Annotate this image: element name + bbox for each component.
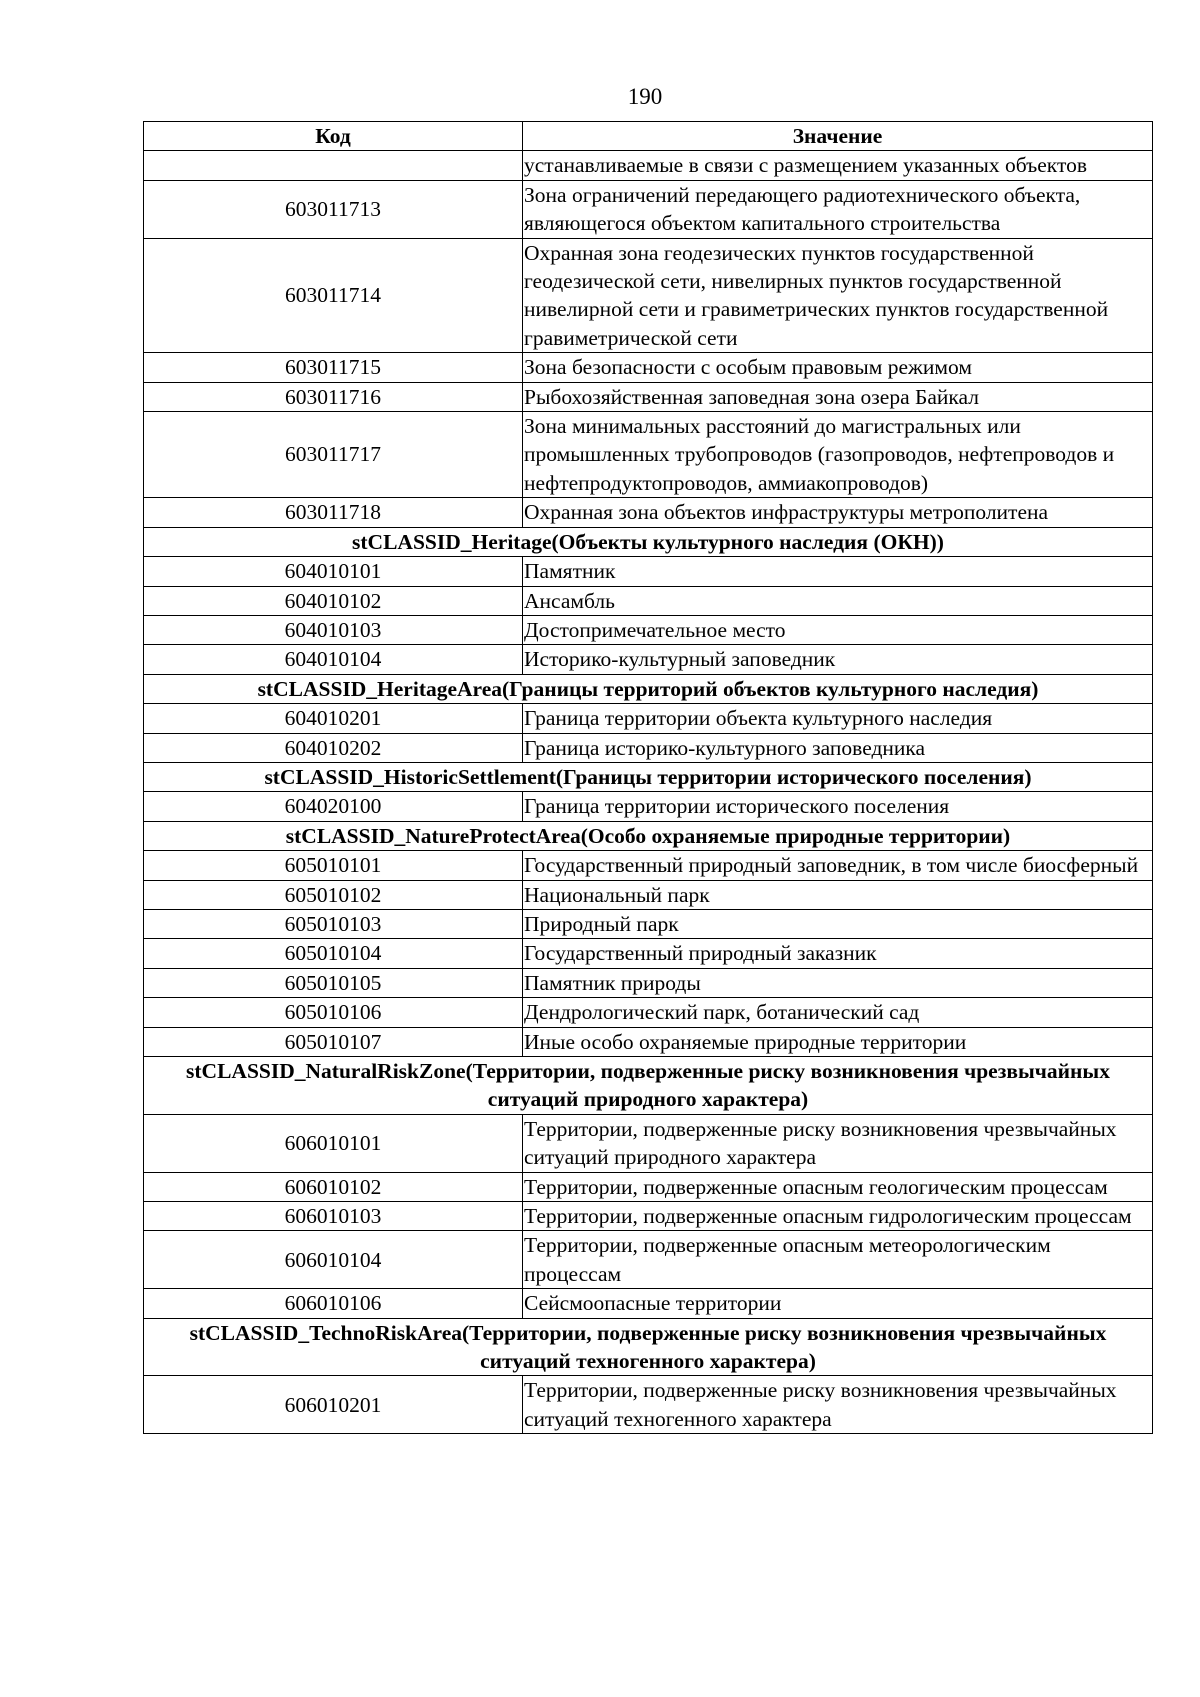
code-cell: 604010201	[144, 704, 523, 733]
code-cell: 604020100	[144, 792, 523, 821]
value-cell: Рыбохозяйственная заповедная зона озера Байкал	[523, 382, 1153, 411]
value-cell: Историко-культурный заповедник	[523, 645, 1153, 674]
section-title: stCLASSID_HeritageArea(Границы территорий объектов культурного наследия)	[144, 674, 1153, 703]
section-title: stCLASSID_NaturalRiskZone(Территории, подверженные риску возникновения чрезвычайных ситуаций природного характера)	[144, 1057, 1153, 1115]
table-row	[144, 968, 1153, 997]
table-row	[144, 939, 1153, 968]
table-row	[144, 1376, 1153, 1434]
table-row	[144, 880, 1153, 909]
table-row	[144, 498, 1153, 527]
value-cell: Памятник природы	[523, 968, 1153, 997]
page-number: 190	[627, 84, 663, 109]
table-row	[144, 586, 1153, 615]
table-row	[144, 733, 1153, 762]
code-cell: 606010103	[144, 1202, 523, 1231]
code-cell: 603011718	[144, 498, 523, 527]
table-row	[144, 704, 1153, 733]
code-cell: 605010103	[144, 909, 523, 938]
code-cell: 604010101	[144, 557, 523, 586]
table-row	[144, 615, 1153, 644]
table-row	[144, 151, 1153, 180]
value-cell: Граница территории исторического поселения	[523, 792, 1153, 821]
code-cell: 603011713	[144, 180, 523, 238]
code-cell: 603011714	[144, 238, 523, 353]
value-cell: Национальный парк	[523, 880, 1153, 909]
section-title: stCLASSID_Heritage(Объекты культурного наследия (ОКН))	[144, 527, 1153, 556]
code-cell: 606010101	[144, 1114, 523, 1172]
value-cell: Государственный природный заказник	[523, 939, 1153, 968]
code-cell: 604010104	[144, 645, 523, 674]
table-row	[144, 1027, 1153, 1056]
code-cell: 605010107	[144, 1027, 523, 1056]
value-cell: Охранная зона геодезических пунктов государственной геодезической сети, нивелирных пунктов государственной нивелирной сети и гравиметрических пунктов государственной гравиметрической сети	[523, 238, 1153, 353]
table-row	[144, 180, 1153, 238]
section-header-row	[144, 1057, 1153, 1115]
value-cell: Памятник	[523, 557, 1153, 586]
code-cell: 605010104	[144, 939, 523, 968]
table-row	[144, 1289, 1153, 1318]
table-body	[144, 151, 1153, 1434]
table-row	[144, 792, 1153, 821]
section-header-row	[144, 1318, 1153, 1376]
table-row	[144, 1231, 1153, 1289]
code-cell: 604010103	[144, 615, 523, 644]
table-row	[144, 998, 1153, 1027]
table-row	[144, 1114, 1153, 1172]
section-title: stCLASSID_HistoricSettlement(Границы территории исторического поселения)	[144, 762, 1153, 791]
value-cell: Территории, подверженные опасным метеорологическим процессам	[523, 1231, 1153, 1289]
value-cell: Охранная зона объектов инфраструктуры метрополитена	[523, 498, 1153, 527]
header-code: Код	[144, 122, 523, 151]
value-cell: Ансамбль	[523, 586, 1153, 615]
table-row	[144, 851, 1153, 880]
value-cell: Государственный природный заповедник, в том числе биосферный	[523, 851, 1153, 880]
classifier-table	[143, 121, 1153, 1434]
table-row	[144, 382, 1153, 411]
value-cell: Граница территории объекта культурного наследия	[523, 704, 1153, 733]
code-cell: 603011716	[144, 382, 523, 411]
code-cell: 606010201	[144, 1376, 523, 1434]
table-row	[144, 412, 1153, 498]
table-row	[144, 557, 1153, 586]
code-cell: 605010105	[144, 968, 523, 997]
code-cell	[144, 151, 523, 180]
code-cell: 606010104	[144, 1231, 523, 1289]
value-cell: Зона минимальных расстояний до магистральных или промышленных трубопроводов (газопроводов, нефтепроводов и нефтепродуктопроводов, аммиакопроводов)	[523, 412, 1153, 498]
section-header-row	[144, 527, 1153, 556]
code-cell: 603011715	[144, 353, 523, 382]
table-row	[144, 1202, 1153, 1231]
value-cell: Дендрологический парк, ботанический сад	[523, 998, 1153, 1027]
section-title: stCLASSID_NatureProtectArea(Особо охраняемые природные территории)	[144, 821, 1153, 850]
code-cell: 606010106	[144, 1289, 523, 1318]
section-header-row	[144, 674, 1153, 703]
value-cell: Территории, подверженные опасным гидрологическим процессам	[523, 1202, 1153, 1231]
code-cell: 604010102	[144, 586, 523, 615]
code-cell: 605010102	[144, 880, 523, 909]
table-row	[144, 353, 1153, 382]
table-row	[144, 1172, 1153, 1201]
table-row	[144, 645, 1153, 674]
value-cell: Территории, подверженные риску возникновения чрезвычайных ситуаций природного характера	[523, 1114, 1153, 1172]
value-cell: Достопримечательное место	[523, 615, 1153, 644]
value-cell: Сейсмоопасные территории	[523, 1289, 1153, 1318]
section-header-row	[144, 821, 1153, 850]
code-cell: 606010102	[144, 1172, 523, 1201]
section-title: stCLASSID_TechnoRiskArea(Территории, подверженные риску возникновения чрезвычайных ситуаций техногенного характера)	[144, 1318, 1153, 1376]
code-cell: 604010202	[144, 733, 523, 762]
table-row	[144, 909, 1153, 938]
value-cell: Территории, подверженные опасным геологическим процессам	[523, 1172, 1153, 1201]
section-header-row	[144, 762, 1153, 791]
code-cell: 603011717	[144, 412, 523, 498]
table-header-row	[144, 122, 1153, 151]
value-cell: Природный парк	[523, 909, 1153, 938]
header-value: Значение	[523, 122, 1153, 151]
code-cell: 605010106	[144, 998, 523, 1027]
value-cell: Граница историко-культурного заповедника	[523, 733, 1153, 762]
value-cell: Зона ограничений передающего радиотехнического объекта, являющегося объектом капитального строительства	[523, 180, 1153, 238]
value-cell: устанавливаемые в связи с размещением указанных объектов	[523, 151, 1153, 180]
table-row	[144, 238, 1153, 353]
value-cell: Зона безопасности с особым правовым режимом	[523, 353, 1153, 382]
value-cell: Территории, подверженные риску возникновения чрезвычайных ситуаций техногенного характера	[523, 1376, 1153, 1434]
value-cell: Иные особо охраняемые природные территории	[523, 1027, 1153, 1056]
code-cell: 605010101	[144, 851, 523, 880]
